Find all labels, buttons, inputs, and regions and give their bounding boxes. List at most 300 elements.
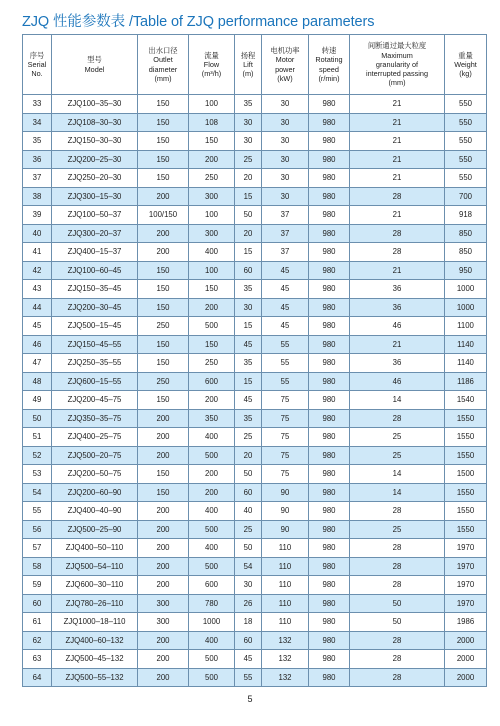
table-cell: 21 bbox=[350, 169, 445, 188]
table-cell: 2000 bbox=[445, 650, 487, 669]
table-cell: 43 bbox=[23, 280, 52, 299]
table-cell: 980 bbox=[309, 95, 350, 114]
table-row bbox=[23, 298, 487, 317]
table-cell: 1140 bbox=[445, 354, 487, 373]
table-cell: 21 bbox=[350, 95, 445, 114]
table-cell: ZJQ500–54–110 bbox=[52, 557, 138, 576]
table-cell: 980 bbox=[309, 354, 350, 373]
table-cell: 550 bbox=[445, 150, 487, 169]
table-cell: ZJQ500–45–132 bbox=[52, 650, 138, 669]
table-cell: 980 bbox=[309, 169, 350, 188]
table-cell: 30 bbox=[262, 132, 309, 151]
column-header-cn: 电机功率 bbox=[270, 46, 300, 56]
header-row bbox=[23, 35, 487, 95]
table-cell: 980 bbox=[309, 465, 350, 484]
table-cell: 55 bbox=[262, 354, 309, 373]
table-cell: 39 bbox=[23, 206, 52, 225]
table-cell: 200 bbox=[138, 187, 189, 206]
table-cell: 46 bbox=[350, 317, 445, 336]
table-row bbox=[23, 557, 487, 576]
table-cell: 200 bbox=[138, 650, 189, 669]
table-row bbox=[23, 317, 487, 336]
column-header-en: Rotating bbox=[315, 55, 343, 65]
table-row bbox=[23, 280, 487, 299]
table-cell: ZJQ200–60–90 bbox=[52, 483, 138, 502]
table-cell: 550 bbox=[445, 132, 487, 151]
table-cell: 980 bbox=[309, 206, 350, 225]
table-cell: 21 bbox=[350, 261, 445, 280]
table-cell: ZJQ500–25–90 bbox=[52, 520, 138, 539]
table-cell: ZJQ150–30–30 bbox=[52, 132, 138, 151]
table-cell: 110 bbox=[262, 576, 309, 595]
table-cell: 50 bbox=[235, 539, 262, 558]
table-cell: 46 bbox=[23, 335, 52, 354]
column-header-en: Flow bbox=[203, 59, 220, 69]
table-cell: 400 bbox=[189, 502, 235, 521]
table-cell: 150 bbox=[138, 169, 189, 188]
table-cell: 61 bbox=[23, 613, 52, 632]
column-header-cn: 流量 bbox=[204, 50, 219, 60]
table-row bbox=[23, 594, 487, 613]
table-cell: 500 bbox=[189, 520, 235, 539]
table-row bbox=[23, 132, 487, 151]
table-cell: ZJQ200–30–45 bbox=[52, 298, 138, 317]
table-cell: 21 bbox=[350, 132, 445, 151]
table-row bbox=[23, 650, 487, 669]
table-cell: ZJQ500–55–132 bbox=[52, 668, 138, 687]
page-title: ZJQ 性能参数表 /Table of ZJQ performance parameters bbox=[22, 14, 375, 30]
table-cell: 45 bbox=[235, 335, 262, 354]
performance-table bbox=[22, 34, 487, 687]
table-cell: 980 bbox=[309, 317, 350, 336]
table-cell: 45 bbox=[235, 650, 262, 669]
table-cell: 25 bbox=[235, 428, 262, 447]
table-cell: ZJQ500–20–75 bbox=[52, 446, 138, 465]
table-cell: 980 bbox=[309, 668, 350, 687]
table-cell: 25 bbox=[350, 446, 445, 465]
table-cell: 50 bbox=[23, 409, 52, 428]
table-cell: 980 bbox=[309, 520, 350, 539]
table-cell: 200 bbox=[138, 539, 189, 558]
table-cell: 53 bbox=[23, 465, 52, 484]
column-header bbox=[235, 35, 262, 95]
table-cell: 100 bbox=[189, 206, 235, 225]
table-cell: 64 bbox=[23, 668, 52, 687]
table-cell: 63 bbox=[23, 650, 52, 669]
table-cell: 200 bbox=[138, 576, 189, 595]
column-header bbox=[445, 35, 487, 95]
table-cell: 150 bbox=[189, 280, 235, 299]
table-row bbox=[23, 187, 487, 206]
table-cell: 980 bbox=[309, 113, 350, 132]
table-cell: 46 bbox=[350, 372, 445, 391]
table-cell: 35 bbox=[235, 280, 262, 299]
column-header bbox=[262, 35, 309, 95]
table-cell: 55 bbox=[262, 335, 309, 354]
table-cell: 150 bbox=[138, 280, 189, 299]
table-cell: 150 bbox=[138, 113, 189, 132]
table-cell: ZJQ600–15–55 bbox=[52, 372, 138, 391]
table-cell: 28 bbox=[350, 631, 445, 650]
table-cell: 60 bbox=[235, 261, 262, 280]
table-cell: 200 bbox=[138, 243, 189, 262]
table-cell: 50 bbox=[350, 613, 445, 632]
table-cell: 300 bbox=[138, 613, 189, 632]
table-cell: 14 bbox=[350, 465, 445, 484]
table-row bbox=[23, 613, 487, 632]
table-cell: 18 bbox=[235, 613, 262, 632]
table-cell: 51 bbox=[23, 428, 52, 447]
table-cell: ZJQ1000–18–110 bbox=[52, 613, 138, 632]
table-cell: 1550 bbox=[445, 502, 487, 521]
table-cell: 25 bbox=[235, 520, 262, 539]
table-cell: 500 bbox=[189, 317, 235, 336]
table-cell: 36 bbox=[350, 280, 445, 299]
table-cell: 28 bbox=[350, 668, 445, 687]
column-header-cn: 重量 bbox=[458, 50, 473, 60]
table-row bbox=[23, 206, 487, 225]
table-cell: 90 bbox=[262, 483, 309, 502]
table-cell: ZJQ100–50–37 bbox=[52, 206, 138, 225]
table-row bbox=[23, 335, 487, 354]
table-cell: 200 bbox=[138, 224, 189, 243]
table-row bbox=[23, 668, 487, 687]
column-header-en: interrupted passing bbox=[365, 69, 429, 79]
table-cell: 250 bbox=[189, 354, 235, 373]
column-header-en: Outlet bbox=[153, 55, 173, 65]
table-cell: 40 bbox=[235, 502, 262, 521]
table-cell: 300 bbox=[189, 224, 235, 243]
table-cell: 35 bbox=[235, 354, 262, 373]
table-cell: 33 bbox=[23, 95, 52, 114]
table-cell: 150 bbox=[189, 132, 235, 151]
column-header-cn: 间断通过最大粒度 bbox=[367, 41, 427, 51]
table-cell: 75 bbox=[262, 446, 309, 465]
table-cell: 200 bbox=[138, 502, 189, 521]
table-cell: 26 bbox=[235, 594, 262, 613]
column-header bbox=[23, 35, 52, 95]
table-cell: 41 bbox=[23, 243, 52, 262]
table-row bbox=[23, 150, 487, 169]
table-cell: 500 bbox=[189, 668, 235, 687]
table-cell: 55 bbox=[262, 372, 309, 391]
table-row bbox=[23, 465, 487, 484]
table-header bbox=[23, 35, 487, 95]
table-row bbox=[23, 354, 487, 373]
table-cell: 980 bbox=[309, 150, 350, 169]
table-cell: 1550 bbox=[445, 428, 487, 447]
table-cell: 45 bbox=[262, 280, 309, 299]
table-cell: 350 bbox=[189, 409, 235, 428]
table-cell: 600 bbox=[189, 576, 235, 595]
table-cell: ZJQ500–15–45 bbox=[52, 317, 138, 336]
table-cell: 200 bbox=[189, 483, 235, 502]
table-cell: 200 bbox=[138, 631, 189, 650]
table-cell: 36 bbox=[350, 298, 445, 317]
table-cell: 200 bbox=[189, 298, 235, 317]
table-cell: 30 bbox=[235, 298, 262, 317]
table-row bbox=[23, 224, 487, 243]
table-cell: 25 bbox=[350, 428, 445, 447]
column-header-en: speed bbox=[319, 64, 339, 74]
table-cell: 1970 bbox=[445, 557, 487, 576]
column-header-cn: 转速 bbox=[321, 46, 337, 56]
table-cell: 15 bbox=[235, 317, 262, 336]
table-cell: 60 bbox=[23, 594, 52, 613]
table-cell: 150 bbox=[138, 132, 189, 151]
table-cell: 1970 bbox=[445, 576, 487, 595]
column-header-en: (mm) bbox=[154, 73, 172, 83]
table-cell: 300 bbox=[189, 187, 235, 206]
table-cell: 20 bbox=[235, 224, 262, 243]
table-cell: 35 bbox=[23, 132, 52, 151]
table-cell: 132 bbox=[262, 650, 309, 669]
table-cell: 60 bbox=[235, 631, 262, 650]
column-header-en: Model bbox=[84, 64, 105, 74]
table-cell: 550 bbox=[445, 169, 487, 188]
table-cell: 1000 bbox=[445, 280, 487, 299]
table-cell: 75 bbox=[262, 409, 309, 428]
table-cell: 200 bbox=[138, 668, 189, 687]
table-cell: 150 bbox=[138, 354, 189, 373]
table-cell: 200 bbox=[138, 446, 189, 465]
table-cell: 21 bbox=[350, 113, 445, 132]
table-cell: 35 bbox=[235, 95, 262, 114]
table-cell: 15 bbox=[235, 372, 262, 391]
column-header-en: Motor bbox=[275, 55, 295, 65]
column-header-cn: 扬程 bbox=[240, 50, 256, 60]
table-cell: 15 bbox=[235, 187, 262, 206]
table-cell: 25 bbox=[235, 150, 262, 169]
column-header bbox=[138, 35, 189, 95]
table-cell: 980 bbox=[309, 409, 350, 428]
table-cell: 45 bbox=[23, 317, 52, 336]
table-cell: ZJQ150–35–45 bbox=[52, 280, 138, 299]
table-cell: ZJQ300–20–37 bbox=[52, 224, 138, 243]
table-row bbox=[23, 95, 487, 114]
table-cell: 780 bbox=[189, 594, 235, 613]
table-cell: 250 bbox=[138, 372, 189, 391]
table-cell: 30 bbox=[235, 113, 262, 132]
table-cell: 400 bbox=[189, 539, 235, 558]
table-cell: 1970 bbox=[445, 594, 487, 613]
table-cell: 100 bbox=[189, 95, 235, 114]
table-cell: 75 bbox=[262, 465, 309, 484]
table-cell: 28 bbox=[350, 502, 445, 521]
table-cell: 980 bbox=[309, 391, 350, 410]
table-cell: 500 bbox=[189, 650, 235, 669]
table-cell: 1100 bbox=[445, 317, 487, 336]
column-header-en: Serial bbox=[27, 59, 47, 69]
table-cell: ZJQ200–25–30 bbox=[52, 150, 138, 169]
table-cell: 28 bbox=[350, 650, 445, 669]
table-cell: 150 bbox=[138, 261, 189, 280]
table-cell: 25 bbox=[350, 520, 445, 539]
table-cell: 55 bbox=[235, 668, 262, 687]
table-cell: 28 bbox=[350, 409, 445, 428]
table-row bbox=[23, 372, 487, 391]
table-cell: 1986 bbox=[445, 613, 487, 632]
table-cell: 35 bbox=[235, 409, 262, 428]
column-header-en: diameter bbox=[148, 64, 178, 74]
table-cell: 150 bbox=[138, 95, 189, 114]
table-cell: 45 bbox=[235, 391, 262, 410]
table-cell: 44 bbox=[23, 298, 52, 317]
table-cell: 400 bbox=[189, 243, 235, 262]
table-body bbox=[23, 95, 487, 687]
table-cell: 50 bbox=[350, 594, 445, 613]
table-cell: 600 bbox=[189, 372, 235, 391]
table-cell: 500 bbox=[189, 446, 235, 465]
table-cell: 700 bbox=[445, 187, 487, 206]
table-cell: 50 bbox=[235, 206, 262, 225]
table-cell: 110 bbox=[262, 539, 309, 558]
table-cell: 47 bbox=[23, 354, 52, 373]
table-cell: ZJQ250–20–30 bbox=[52, 169, 138, 188]
table-cell: 980 bbox=[309, 280, 350, 299]
table-cell: 37 bbox=[262, 206, 309, 225]
table-cell: 200 bbox=[138, 520, 189, 539]
table-cell: ZJQ100–60–45 bbox=[52, 261, 138, 280]
table-cell: ZJQ150–45–55 bbox=[52, 335, 138, 354]
column-header bbox=[189, 35, 235, 95]
table-cell: ZJQ780–26–110 bbox=[52, 594, 138, 613]
table-row bbox=[23, 169, 487, 188]
table-cell: 28 bbox=[350, 576, 445, 595]
table-cell: 132 bbox=[262, 631, 309, 650]
table-cell: 1550 bbox=[445, 446, 487, 465]
table-row bbox=[23, 428, 487, 447]
table-cell: 550 bbox=[445, 95, 487, 114]
table-cell: 980 bbox=[309, 539, 350, 558]
table-cell: 45 bbox=[262, 298, 309, 317]
table-cell: 980 bbox=[309, 132, 350, 151]
table-cell: 37 bbox=[23, 169, 52, 188]
table-row bbox=[23, 520, 487, 539]
column-header bbox=[52, 35, 138, 95]
table-cell: 1550 bbox=[445, 520, 487, 539]
column-header-en: (m) bbox=[242, 69, 254, 79]
table-cell: 980 bbox=[309, 594, 350, 613]
table-cell: ZJQ400–40–90 bbox=[52, 502, 138, 521]
table-cell: 980 bbox=[309, 335, 350, 354]
table-cell: 100/150 bbox=[138, 206, 189, 225]
table-cell: 28 bbox=[350, 243, 445, 262]
column-header-cn: 型号 bbox=[87, 55, 102, 65]
column-header-en: (r/min) bbox=[318, 73, 340, 83]
table-cell: 49 bbox=[23, 391, 52, 410]
column-header bbox=[309, 35, 350, 95]
column-header-en: (m³/h) bbox=[201, 69, 222, 79]
column-header-en: Lift bbox=[243, 59, 253, 69]
table-row bbox=[23, 502, 487, 521]
table-cell: 918 bbox=[445, 206, 487, 225]
table-cell: 980 bbox=[309, 502, 350, 521]
table-row bbox=[23, 631, 487, 650]
table-row bbox=[23, 391, 487, 410]
table-cell: 62 bbox=[23, 631, 52, 650]
table-cell: 21 bbox=[350, 150, 445, 169]
table-cell: 980 bbox=[309, 187, 350, 206]
column-header-en: No. bbox=[31, 69, 43, 79]
table-cell: ZJQ400–15–37 bbox=[52, 243, 138, 262]
table-cell: 200 bbox=[189, 150, 235, 169]
table-cell: 980 bbox=[309, 224, 350, 243]
table-cell: 30 bbox=[262, 169, 309, 188]
table-cell: 980 bbox=[309, 631, 350, 650]
table-cell: 980 bbox=[309, 613, 350, 632]
table-row bbox=[23, 539, 487, 558]
table-cell: 30 bbox=[262, 95, 309, 114]
table-cell: ZJQ350–35–75 bbox=[52, 409, 138, 428]
table-cell: 55 bbox=[23, 502, 52, 521]
page-number: 5 bbox=[247, 694, 253, 704]
table-cell: 200 bbox=[138, 428, 189, 447]
table-cell: 15 bbox=[235, 243, 262, 262]
table-cell: 36 bbox=[23, 150, 52, 169]
column-header-en: power bbox=[275, 64, 295, 74]
column-header-en: Maximum bbox=[381, 50, 413, 60]
table-row bbox=[23, 409, 487, 428]
column-header-cn: 出水口径 bbox=[148, 46, 178, 56]
table-cell: 200 bbox=[189, 391, 235, 410]
table-cell: 58 bbox=[23, 557, 52, 576]
table-row bbox=[23, 446, 487, 465]
table-cell: ZJQ400–25–75 bbox=[52, 428, 138, 447]
table-cell: 300 bbox=[138, 594, 189, 613]
table-cell: 400 bbox=[189, 631, 235, 650]
table-cell: 30 bbox=[262, 150, 309, 169]
table-cell: 36 bbox=[350, 354, 445, 373]
column-header-en: Weight bbox=[454, 59, 477, 69]
table-cell: 45 bbox=[262, 261, 309, 280]
table-cell: 200 bbox=[189, 465, 235, 484]
table-cell: 132 bbox=[262, 668, 309, 687]
column-header-cn: 序号 bbox=[29, 50, 45, 60]
table-cell: 75 bbox=[262, 428, 309, 447]
table-cell: 57 bbox=[23, 539, 52, 558]
table-cell: 1550 bbox=[445, 409, 487, 428]
table-cell: 48 bbox=[23, 372, 52, 391]
table-cell: 21 bbox=[350, 206, 445, 225]
table-cell: 980 bbox=[309, 483, 350, 502]
table-cell: ZJQ250–35–55 bbox=[52, 354, 138, 373]
table-cell: 28 bbox=[350, 557, 445, 576]
table-cell: 200 bbox=[138, 557, 189, 576]
table-cell: 14 bbox=[350, 391, 445, 410]
table-cell: ZJQ400–60–132 bbox=[52, 631, 138, 650]
table-cell: 28 bbox=[350, 224, 445, 243]
table-cell: 56 bbox=[23, 520, 52, 539]
table-cell: 75 bbox=[262, 391, 309, 410]
table-cell: 850 bbox=[445, 243, 487, 262]
table-row bbox=[23, 483, 487, 502]
table-cell: 28 bbox=[350, 187, 445, 206]
table-cell: 1970 bbox=[445, 539, 487, 558]
table-row bbox=[23, 243, 487, 262]
table-cell: 20 bbox=[235, 446, 262, 465]
table-cell: 150 bbox=[189, 335, 235, 354]
table-cell: 1500 bbox=[445, 465, 487, 484]
table-cell: 150 bbox=[138, 298, 189, 317]
table-cell: 45 bbox=[262, 317, 309, 336]
table-cell: 110 bbox=[262, 613, 309, 632]
table-cell: 1540 bbox=[445, 391, 487, 410]
table-cell: 980 bbox=[309, 650, 350, 669]
table-cell: 108 bbox=[189, 113, 235, 132]
table-cell: 50 bbox=[235, 465, 262, 484]
table-cell: 90 bbox=[262, 520, 309, 539]
